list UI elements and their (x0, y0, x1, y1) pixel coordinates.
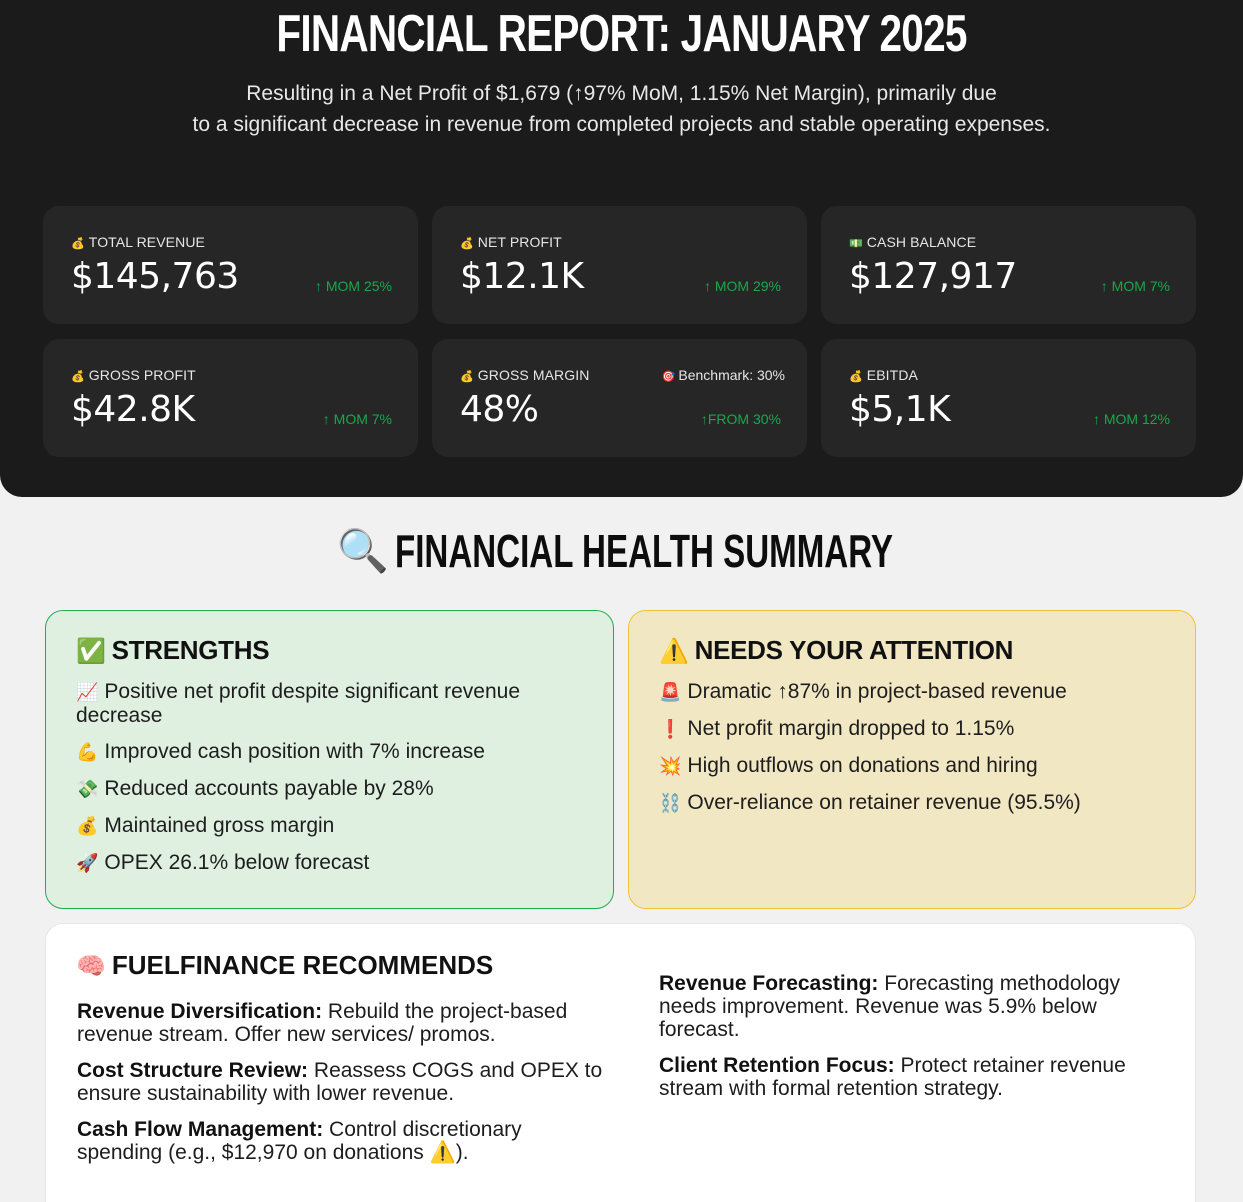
brain-icon: 🧠 (76, 953, 106, 980)
kpi-label: GROSS MARGIN (477, 367, 590, 383)
kpi-value: 48% (460, 389, 539, 430)
recommendation-item: Cash Flow Management: Control discretionary spending (e.g., $12,970 on donations ⚠️). (77, 1118, 522, 1164)
money-bag-icon: 💰 (460, 371, 474, 383)
kpi-change: ↑ MOM 12% (1092, 411, 1170, 427)
list-item: 💸 Reduced accounts payable by 28% (76, 777, 434, 800)
collision-icon: 💥 (659, 756, 682, 776)
strengths-panel (45, 610, 614, 909)
report-header (0, 0, 1243, 497)
list-item: 🚨 Dramatic ↑87% in project-based revenue (659, 680, 1067, 703)
list-item: 💥 High outflows on donations and hiring (659, 754, 1038, 777)
kpi-change: ↑FROM 30% (700, 411, 781, 427)
kpi-card-gross-margin (432, 339, 807, 457)
panel-title: FUELFINANCE RECOMMENDS (111, 950, 494, 980)
warning-icon: ⚠️ (659, 638, 689, 665)
attention-list (659, 680, 1165, 815)
banknote-icon: 💵 (849, 238, 863, 250)
kpi-change: ↑ MOM 25% (314, 278, 392, 294)
benchmark-label: Benchmark: 30% (678, 367, 785, 383)
kpi-card-gross-profit (43, 339, 418, 457)
panel-title: NEEDS YOUR ATTENTION (694, 635, 1014, 665)
kpi-label: NET PROFIT (477, 234, 562, 250)
kpi-label: GROSS PROFIT (88, 367, 196, 383)
list-item: 💪 Improved cash position with 7% increase (76, 740, 485, 763)
recommendations-left-column (77, 1000, 607, 1177)
recommendation-item: Client Retention Focus: Protect retainer revenue stream with formal retention strategy. (659, 1054, 1126, 1100)
strengths-list (76, 680, 583, 875)
kpi-card-ebitda (821, 339, 1196, 457)
money-with-wings-icon: 💸 (76, 779, 99, 799)
check-mark-icon: ✅ (76, 638, 106, 665)
kpi-value: $42.8K (71, 389, 195, 430)
kpi-card-cash-balance (821, 206, 1196, 324)
recommendation-item: Revenue Forecasting: Forecasting methodology needs improvement. Revenue was 5.9% below forecast. (659, 972, 1121, 1041)
subtitle-line-1: Resulting in a Net Profit of $1,679 (↑97% MoM, 1.15% Net Margin), primarily due (246, 82, 997, 105)
kpi-value: $145,763 (71, 256, 239, 297)
kpi-change: ↑ MOM 7% (1100, 278, 1170, 294)
chains-icon: ⛓️ (659, 793, 682, 813)
list-item: 💰 Maintained gross margin (76, 814, 335, 837)
section-title: FINANCIAL HEALTH SUMMARY (394, 525, 893, 577)
list-item: ❗ Net profit margin dropped to 1.15% (659, 717, 1015, 740)
target-icon: 🎯 (661, 371, 676, 383)
list-item: ⛓️ Over-reliance on retainer revenue (95.5%) (659, 791, 1081, 814)
recommendation-item: Revenue Diversification: Rebuild the project-based revenue stream. Offer new services/ promos. (77, 1000, 568, 1046)
rocket-icon: 🚀 (76, 853, 99, 873)
magnifying-glass-icon: 🔍 (336, 526, 389, 575)
kpi-card-net-profit (432, 206, 807, 324)
kpi-change: ↑ MOM 29% (703, 278, 781, 294)
chart-increasing-icon: 📈 (76, 682, 99, 702)
flexed-biceps-icon: 💪 (76, 742, 99, 762)
kpi-label: EBITDA (866, 367, 918, 383)
money-bag-icon: 💰 (71, 238, 85, 250)
list-item: 🚀 OPEX 26.1% below forecast (76, 851, 370, 874)
money-bag-icon: 💰 (460, 238, 474, 250)
kpi-value: $12.1K (460, 256, 584, 297)
exclamation-icon: ❗ (659, 719, 682, 739)
money-bag-icon: 💰 (71, 371, 85, 383)
panel-title: STRENGTHS (111, 635, 270, 665)
page-title: FINANCIAL REPORT: JANUARY 2025 (276, 5, 967, 63)
report-subtitle (0, 78, 1243, 140)
recommendations-right-column (659, 972, 1179, 1113)
money-bag-icon: 💰 (76, 816, 99, 836)
kpi-label: CASH BALANCE (866, 234, 977, 250)
kpi-change: ↑ MOM 7% (322, 411, 392, 427)
kpi-value: $127,917 (849, 256, 1017, 297)
kpi-card-total-revenue (43, 206, 418, 324)
money-bag-icon: 💰 (849, 371, 863, 383)
attention-panel (628, 610, 1196, 909)
siren-icon: 🚨 (659, 682, 682, 702)
kpi-value: $5,1K (849, 389, 951, 430)
kpi-label: TOTAL REVENUE (88, 234, 205, 250)
list-item: 📈 Positive net profit despite significant revenue decrease (76, 680, 520, 727)
recommendations-panel (45, 923, 1196, 1202)
health-summary-heading (0, 524, 1243, 578)
subtitle-line-2: to a significant decrease in revenue from completed projects and stable operating expenses. (192, 113, 1051, 136)
recommendation-item: Cost Structure Review: Reassess COGS and OPEX to ensure sustainability with lower revenue. (77, 1059, 603, 1105)
benchmark (662, 367, 785, 383)
